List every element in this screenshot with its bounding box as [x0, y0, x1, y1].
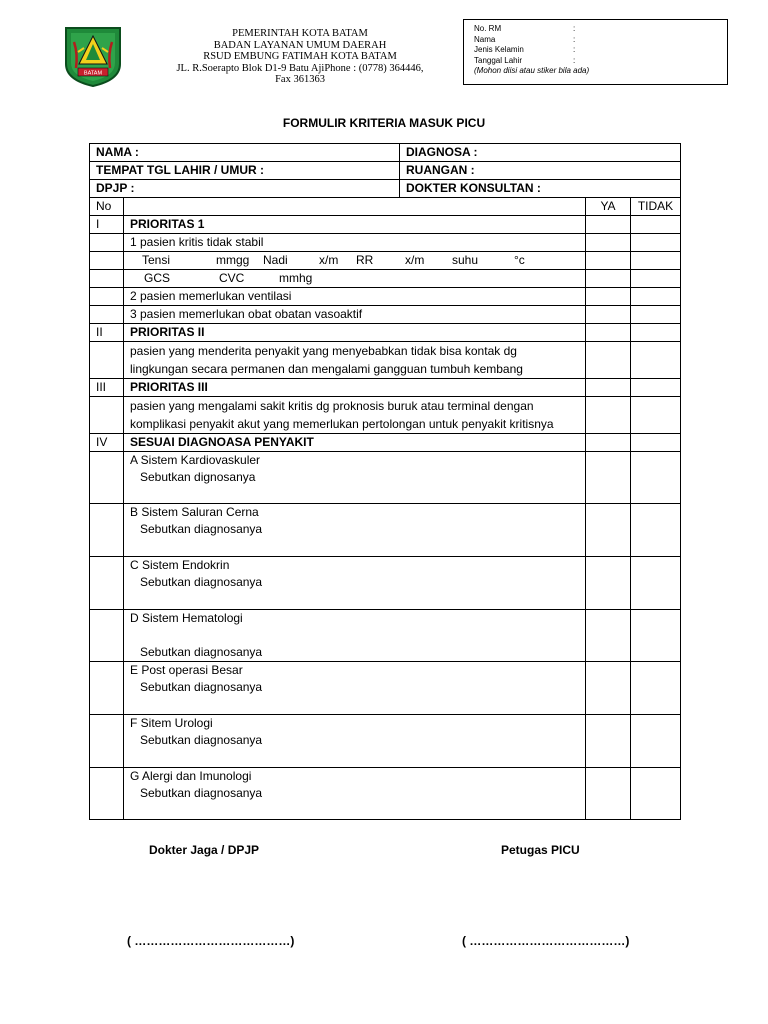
diagnosis-prompt: Sebutkan diagnosanya — [140, 680, 263, 694]
vital-label: CVC — [219, 271, 245, 285]
diagnosis-prompt: Sebutkan diagnosanya — [140, 522, 263, 536]
inst-line-3: RSUD EMBUNG FATIMAH KOTA BATAM — [203, 51, 397, 63]
ya-cell[interactable] — [586, 216, 631, 234]
col-no: No — [90, 198, 124, 216]
system-row — [90, 768, 681, 820]
table-row — [90, 216, 681, 234]
ya-cell[interactable] — [586, 288, 631, 306]
row-number: IV — [90, 434, 124, 452]
ya-cell[interactable] — [586, 434, 631, 452]
vital-label: suhu — [452, 253, 479, 267]
table-row — [90, 324, 681, 342]
system-row — [90, 504, 681, 557]
criteria-item: 2 pasien memerlukan ventilasi — [124, 288, 586, 306]
table-row — [90, 397, 681, 434]
table-row — [90, 252, 681, 270]
inst-line-1: PEMERINTAH KOTA BATAM — [232, 28, 368, 39]
ya-cell[interactable] — [586, 270, 631, 288]
system-name: G Alergi dan Imunologi — [130, 769, 252, 783]
row-number: I — [90, 216, 124, 234]
system-row — [90, 610, 681, 662]
col-criteria — [124, 198, 586, 216]
system-name: F Sitem Urologi — [130, 716, 213, 730]
system-row — [90, 715, 681, 768]
col-tidak: TIDAK — [631, 198, 681, 216]
vital-unit: mmhg — [279, 271, 313, 285]
ya-cell[interactable] — [586, 324, 631, 342]
vital-unit: °c — [514, 253, 525, 267]
table-row — [90, 434, 681, 452]
section-title-diagnosa: SESUAI DIAGNOASA PENYAKIT — [124, 434, 586, 452]
table-row — [90, 342, 681, 379]
tidak-cell[interactable] — [631, 610, 681, 662]
inst-fax: Fax 361363 — [275, 74, 325, 86]
diagnosis-prompt: Sebutkan dignosanya — [140, 470, 256, 484]
system-cell[interactable] — [124, 768, 586, 820]
tidak-cell[interactable] — [631, 397, 681, 434]
table-row — [90, 379, 681, 397]
info-row — [90, 180, 681, 198]
inst-address: JL. R.Soerapto Blok D1-9 Batu AjiPhone : (0778) 364446, — [176, 62, 424, 74]
column-header-row — [90, 198, 681, 216]
diagnosis-prompt: Sebutkan diagnosanya — [140, 645, 263, 659]
table-row — [90, 306, 681, 324]
ya-cell[interactable] — [586, 379, 631, 397]
system-name: E Post operasi Besar — [130, 663, 243, 677]
system-name: B Sistem Saluran Cerna — [130, 505, 259, 519]
tidak-cell[interactable] — [631, 324, 681, 342]
signature-line-petugas[interactable]: ( …………………………………) — [462, 934, 630, 948]
criteria-description: pasien yang mengalami sakit kritis dg proknosis buruk atau terminal dengan komplikasi penyakit akut yang memerlukan pertolongan untuk penyakit kritisnya — [124, 397, 586, 434]
ya-cell[interactable] — [586, 768, 631, 820]
ya-cell[interactable] — [586, 715, 631, 768]
ya-cell[interactable] — [586, 557, 631, 610]
table-row — [90, 288, 681, 306]
tidak-cell[interactable] — [631, 504, 681, 557]
tidak-cell[interactable] — [631, 288, 681, 306]
vital-unit: x/m — [405, 253, 425, 267]
col-ya: YA — [586, 198, 631, 216]
system-cell[interactable] — [124, 662, 586, 715]
tidak-cell[interactable] — [631, 662, 681, 715]
signature-title-dokter: Dokter Jaga / DPJP — [149, 843, 260, 857]
field-nama: Nama — [474, 34, 496, 44]
dpjp-field[interactable]: DPJP : — [90, 180, 400, 198]
patient-id-box: No. RM : Nama : Jenis Kelamin : Tanggal Lahir : (Mohon diisi atau stiker bila ada) — [463, 19, 728, 85]
diagnosa-field[interactable]: DIAGNOSA : — [400, 144, 681, 162]
form-title: FORMULIR KRITERIA MASUK PICU — [282, 116, 486, 130]
signature-title-petugas: Petugas PICU — [501, 843, 580, 857]
ya-cell[interactable] — [586, 234, 631, 252]
vital-signs-line — [124, 252, 586, 270]
vital-label: RR — [356, 253, 374, 267]
criteria-description: pasien yang menderita penyakit yang menyebabkan tidak bisa kontak dg lingkungan secara permanen dan mengalami gangguan tumbuh kembang — [124, 342, 586, 379]
system-row — [90, 662, 681, 715]
ya-cell[interactable] — [586, 306, 631, 324]
logo-banner: BATAM — [83, 70, 103, 77]
tidak-cell[interactable] — [631, 434, 681, 452]
row-number: III — [90, 379, 124, 397]
system-cell[interactable] — [124, 557, 586, 610]
inst-line-2: BADAN LAYANAN UMUM DAERAH — [213, 39, 387, 51]
system-cell[interactable] — [124, 610, 586, 662]
signature-line-dokter[interactable]: ( …………………………………) — [127, 934, 295, 948]
ya-cell[interactable] — [586, 252, 631, 270]
diagnosis-prompt: Sebutkan diagnosanya — [140, 786, 263, 800]
tidak-cell[interactable] — [631, 270, 681, 288]
system-row — [90, 557, 681, 610]
system-cell[interactable] — [124, 715, 586, 768]
diagnosis-prompt: Sebutkan diagnosanya — [140, 575, 263, 589]
tidak-cell[interactable] — [631, 715, 681, 768]
system-cell[interactable] — [124, 504, 586, 557]
tidak-cell[interactable] — [631, 306, 681, 324]
institution-header — [150, 28, 450, 86]
fill-note: (Mohon diisi atau stiker bila ada) — [474, 66, 590, 76]
system-cell[interactable] — [124, 452, 586, 504]
tidak-cell[interactable] — [631, 216, 681, 234]
table-row — [90, 270, 681, 288]
diagnosis-prompt: Sebutkan diagnosanya — [140, 733, 263, 747]
system-name: C Sistem Endokrin — [130, 558, 230, 572]
tidak-cell[interactable] — [631, 452, 681, 504]
criteria-item: 1 pasien kritis tidak stabil — [124, 234, 586, 252]
ya-cell[interactable] — [586, 662, 631, 715]
vital-label: GCS — [144, 271, 171, 285]
ttl-umur-field[interactable]: TEMPAT TGL LAHIR / UMUR : — [90, 162, 400, 180]
field-tanggal-lahir: Tanggal Lahir — [474, 55, 523, 65]
vital-signs-line — [124, 270, 586, 288]
tidak-cell[interactable] — [631, 768, 681, 820]
row-number: II — [90, 324, 124, 342]
criteria-item: 3 pasien memerlukan obat obatan vasoaktif — [124, 306, 586, 324]
ya-cell[interactable] — [586, 504, 631, 557]
vital-unit: x/m — [319, 253, 339, 267]
tidak-cell[interactable] — [631, 557, 681, 610]
field-jenis-kelamin: Jenis Kelamin — [474, 45, 524, 55]
ya-cell[interactable] — [586, 397, 631, 434]
field-no-rm: No. RM — [474, 24, 502, 33]
criteria-table — [89, 143, 681, 820]
tidak-cell[interactable] — [631, 234, 681, 252]
ruangan-field[interactable]: RUANGAN : — [400, 162, 681, 180]
vital-label: Tensi — [142, 253, 171, 267]
vital-unit: mmgg — [216, 253, 250, 267]
ya-cell[interactable] — [586, 452, 631, 504]
tidak-cell[interactable] — [631, 252, 681, 270]
section-title-prioritas-2: PRIORITAS II — [124, 324, 586, 342]
vital-label: Nadi — [263, 253, 288, 267]
system-row — [90, 452, 681, 504]
table-row — [90, 234, 681, 252]
dokter-konsultan-field[interactable]: DOKTER KONSULTAN : — [400, 180, 681, 198]
section-title-prioritas-1: PRIORITAS 1 — [124, 216, 586, 234]
ya-cell[interactable] — [586, 610, 631, 662]
system-name: D Sistem Hematologi — [130, 611, 243, 625]
section-title-prioritas-3: PRIORITAS III — [124, 379, 586, 397]
city-emblem-logo — [62, 24, 124, 88]
info-row — [90, 162, 681, 180]
ya-cell[interactable] — [586, 342, 631, 379]
nama-field[interactable]: NAMA : — [90, 144, 400, 162]
system-name: A Sistem Kardiovaskuler — [130, 453, 261, 467]
info-row — [90, 144, 681, 162]
tidak-cell[interactable] — [631, 342, 681, 379]
tidak-cell[interactable] — [631, 379, 681, 397]
